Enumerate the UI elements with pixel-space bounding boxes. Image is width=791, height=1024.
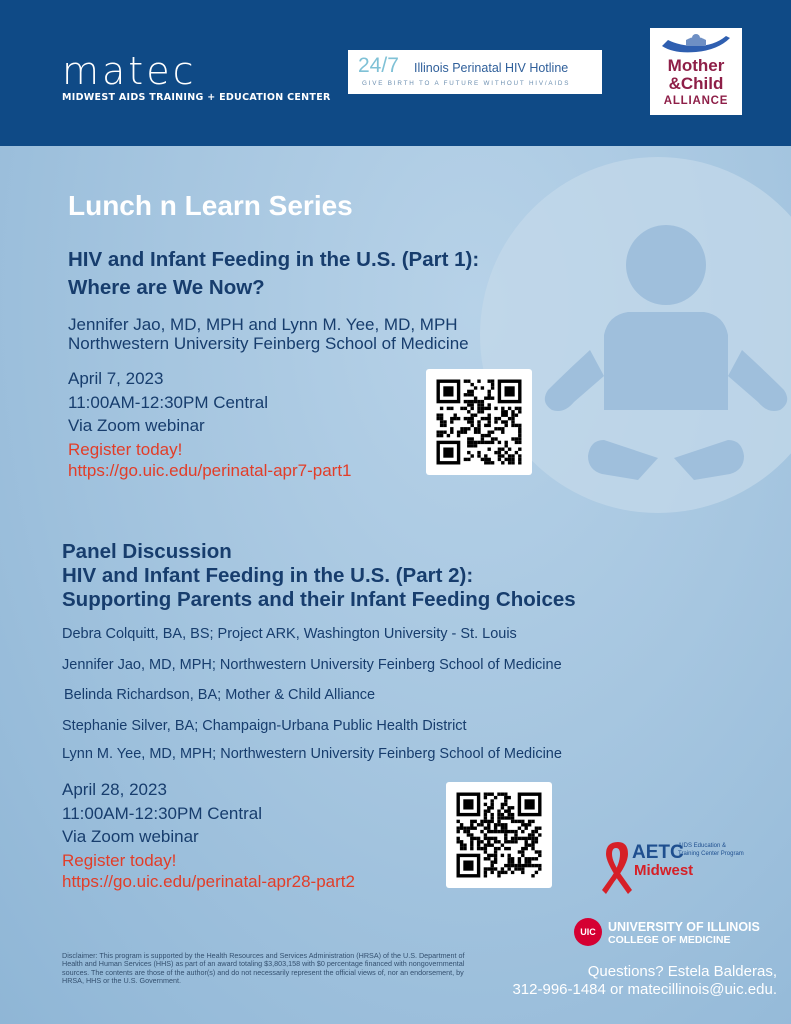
mca-line3: ALLIANCE <box>663 95 729 107</box>
contact-line2[interactable]: 312-996-1484 or matecillinois@uic.edu. <box>512 981 777 998</box>
part2-venue: Via Zoom webinar <box>62 827 199 846</box>
part1-title-line1: HIV and Infant Feeding in the U.S. (Part 1): <box>68 248 480 271</box>
panelist-item: Debra Colquitt, BA, BS; Project ARK, Washington University - St. Louis <box>62 626 517 642</box>
contact-info <box>512 963 777 999</box>
hotline-tagline: GIVE BIRTH TO A FUTURE WITHOUT HIV/AIDS <box>362 80 571 87</box>
hotline-247: 24/7 <box>358 54 399 77</box>
part2-time: 11:00AM-12:30PM Central <box>62 804 263 823</box>
aetc-midwest-logo <box>598 838 744 898</box>
part2-date: April 28, 2023 <box>62 780 167 799</box>
part1-register-link[interactable]: https://go.uic.edu/perinatal-apr7-part1 <box>68 461 352 480</box>
matec-logo <box>62 49 331 103</box>
mca-line2: &Child <box>668 74 724 93</box>
part2-qr-code[interactable] <box>446 782 552 888</box>
part1-date: April 7, 2023 <box>68 369 164 388</box>
series-title: Lunch n Learn Series <box>68 190 353 221</box>
part1-time: 11:00AM-12:30PM Central <box>68 393 269 412</box>
aetc-sub1: AIDS Education & <box>678 843 727 849</box>
panelist-item: Belinda Richardson, BA; Mother & Child Alliance <box>64 687 376 703</box>
panelist-item: Jennifer Jao, MD, MPH; Northwestern University Feinberg School of Medicine <box>62 657 562 673</box>
part2-heading: Panel Discussion <box>62 540 232 563</box>
uic-badge: UIC <box>574 918 602 946</box>
part1-qr-code[interactable] <box>426 369 532 475</box>
part1-venue: Via Zoom webinar <box>68 416 205 435</box>
part2-register: Register today! <box>62 851 177 870</box>
perinatal-hotline-logo <box>348 50 602 94</box>
aetc-sub2: Training Center Program <box>678 851 744 857</box>
part1-title-line2: Where are We Now? <box>68 276 265 299</box>
matec-wordmark: matec <box>62 49 197 93</box>
panelist-item: Lynn M. Yee, MD, MPH; Northwestern University Feinberg School of Medicine <box>62 746 562 762</box>
panelist-item: Stephanie Silver, BA; Champaign-Urbana Public Health District <box>62 718 467 734</box>
part1-institution: Northwestern University Feinberg School of Medicine <box>68 334 469 353</box>
disclaimer-text: Disclaimer: This program is supported by the Health Resources and Services Administration (HRSA) of the U.S. Department of Health and Human Services (HHS) as part of an award totaling $3,803,158 with $0 percentage financed with nongovernmental sources. The contents are those of the author(s) and do not necessarily represent the official views of, nor an endorsement, by HRSA, HHS or the U.S. Government. <box>62 951 465 985</box>
header-bar <box>0 0 791 146</box>
part2-title-line1: HIV and Infant Feeding in the U.S. (Part 2): <box>62 564 474 587</box>
aetc-name: AETC <box>632 842 684 863</box>
part1-register: Register today! <box>68 440 183 459</box>
uic-line1: UNIVERSITY OF ILLINOIS <box>608 920 760 934</box>
aetc-region: Midwest <box>634 862 694 879</box>
part1-presenters: Jennifer Jao, MD, MPH and Lynn M. Yee, MD, MPH <box>68 315 458 334</box>
contact-line1: Questions? Estela Balderas, <box>587 963 777 980</box>
part2-title-line2: Supporting Parents and their Infant Feeding Choices <box>62 588 576 611</box>
mca-line1: Mother <box>667 56 725 75</box>
matec-subtitle: MIDWEST AIDS TRAINING + EDUCATION CENTER <box>62 92 331 103</box>
hands-icon <box>660 32 732 58</box>
part2-register-link[interactable]: https://go.uic.edu/perinatal-apr28-part2 <box>62 872 355 891</box>
uic-line2: COLLEGE OF MEDICINE <box>608 934 731 946</box>
mother-child-alliance-logo <box>650 28 742 115</box>
hotline-title: Illinois Perinatal HIV Hotline <box>414 61 569 75</box>
